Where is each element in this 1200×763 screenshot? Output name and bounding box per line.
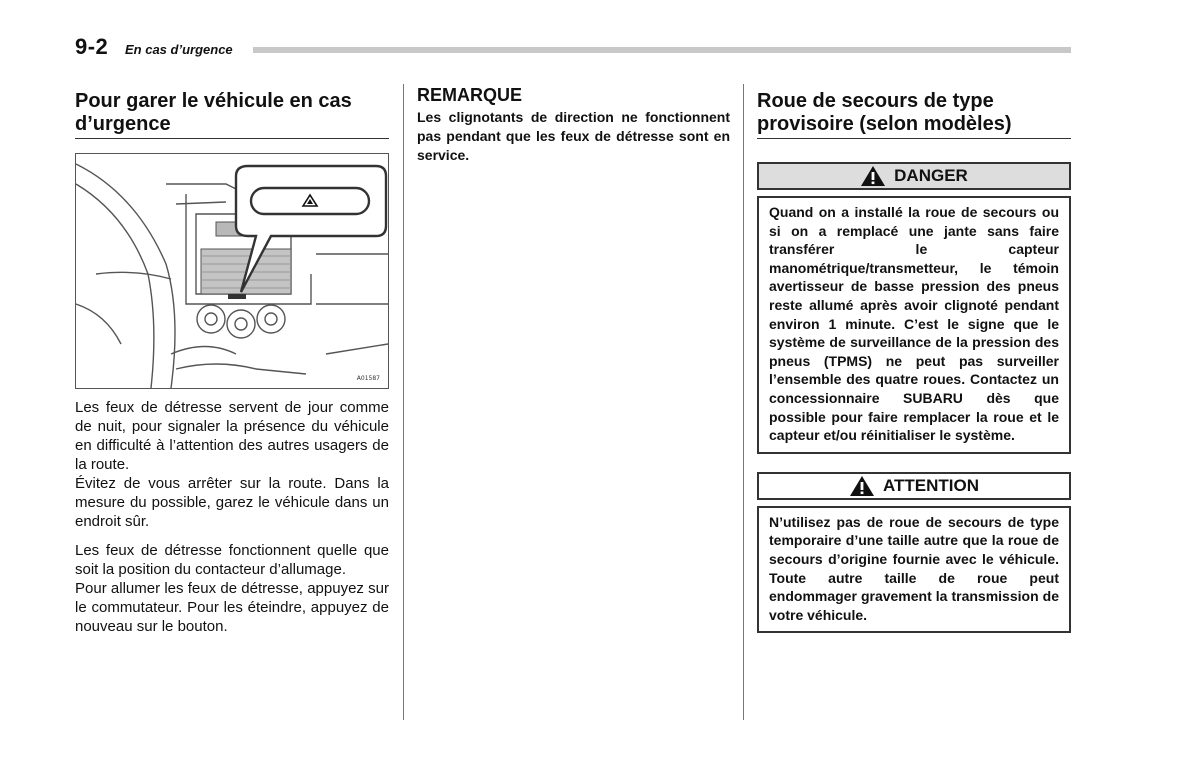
attention-text: N’utilisez pas de roue de secours de type temporaire d’une taille autre que la roue de secours d’origine fournie avec le véhicule. Toute autre taille de roue peut endommager gravement la transmission de votre véhicule.: [757, 506, 1071, 634]
column-hazard-lights: [75, 84, 389, 636]
warning-triangle-icon: [849, 475, 875, 497]
column-remark: [417, 84, 730, 165]
column-divider-1: [403, 84, 404, 720]
dashboard-drawing: [76, 154, 388, 388]
paragraph: Pour allumer les feux de détresse, appuyez sur le commutateur. Pour les éteindre, appuyez de nouveau sur le bouton.: [75, 580, 389, 635]
danger-header: [757, 162, 1071, 190]
paragraph: Évitez de vous arrêter sur la route. Dans la mesure du possible, garez le véhicule dans un endroit sûr.: [75, 475, 389, 530]
dashboard-illustration: [75, 153, 389, 389]
attention-label: ATTENTION: [882, 475, 979, 495]
remark-text: Les clignotants de direction ne fonctionnent pas pendant que les feux de détresse sont en service.: [417, 109, 730, 163]
header-rule: [253, 47, 1071, 53]
figure-code: A01587: [356, 375, 380, 382]
column-divider-2: [743, 84, 744, 720]
page-header: [75, 34, 1071, 60]
page-number: 9-2: [75, 34, 109, 59]
paragraph: Les feux de détresse fonctionnent quelle que soit la position du contacteur d’allumage.: [75, 542, 389, 578]
danger-text: Quand on a installé la roue de secours ou si on a remplacé une jante sans faire transférer le capteur manométrique/transmetteur, le témoin avertisseur de basse pression des pneus reste allumé après avoir clignoté pendant environ 1 minute. C’est le signe que le système de surveillance de la pression des pneus (TPMS) ne peut pas surveiller l’ensemble des quatre roues. Contactez un concessionnaire SUBARU dès que possible pour faire remplacer la roue et le capteur et/ou réinitialiser le système.: [757, 196, 1071, 454]
danger-label: DANGER: [894, 166, 968, 185]
chapter-title: En cas d’urgence: [125, 42, 233, 57]
remark-title: REMARQUE: [417, 85, 523, 105]
warning-triangle-icon: [860, 165, 886, 187]
attention-header: [757, 472, 1071, 500]
paragraph: Les feux de détresse servent de jour comme de nuit, pour signaler la présence du véhicule en difficulté à l’attention des autres usagers de la route.: [75, 399, 389, 473]
section-title-hazard: Pour garer le véhicule en cas d’urgence: [75, 90, 389, 139]
section-title-spare-wheel: Roue de secours de type provisoire (selon modèles): [757, 90, 1071, 139]
column-spare-wheel: [757, 84, 1071, 633]
